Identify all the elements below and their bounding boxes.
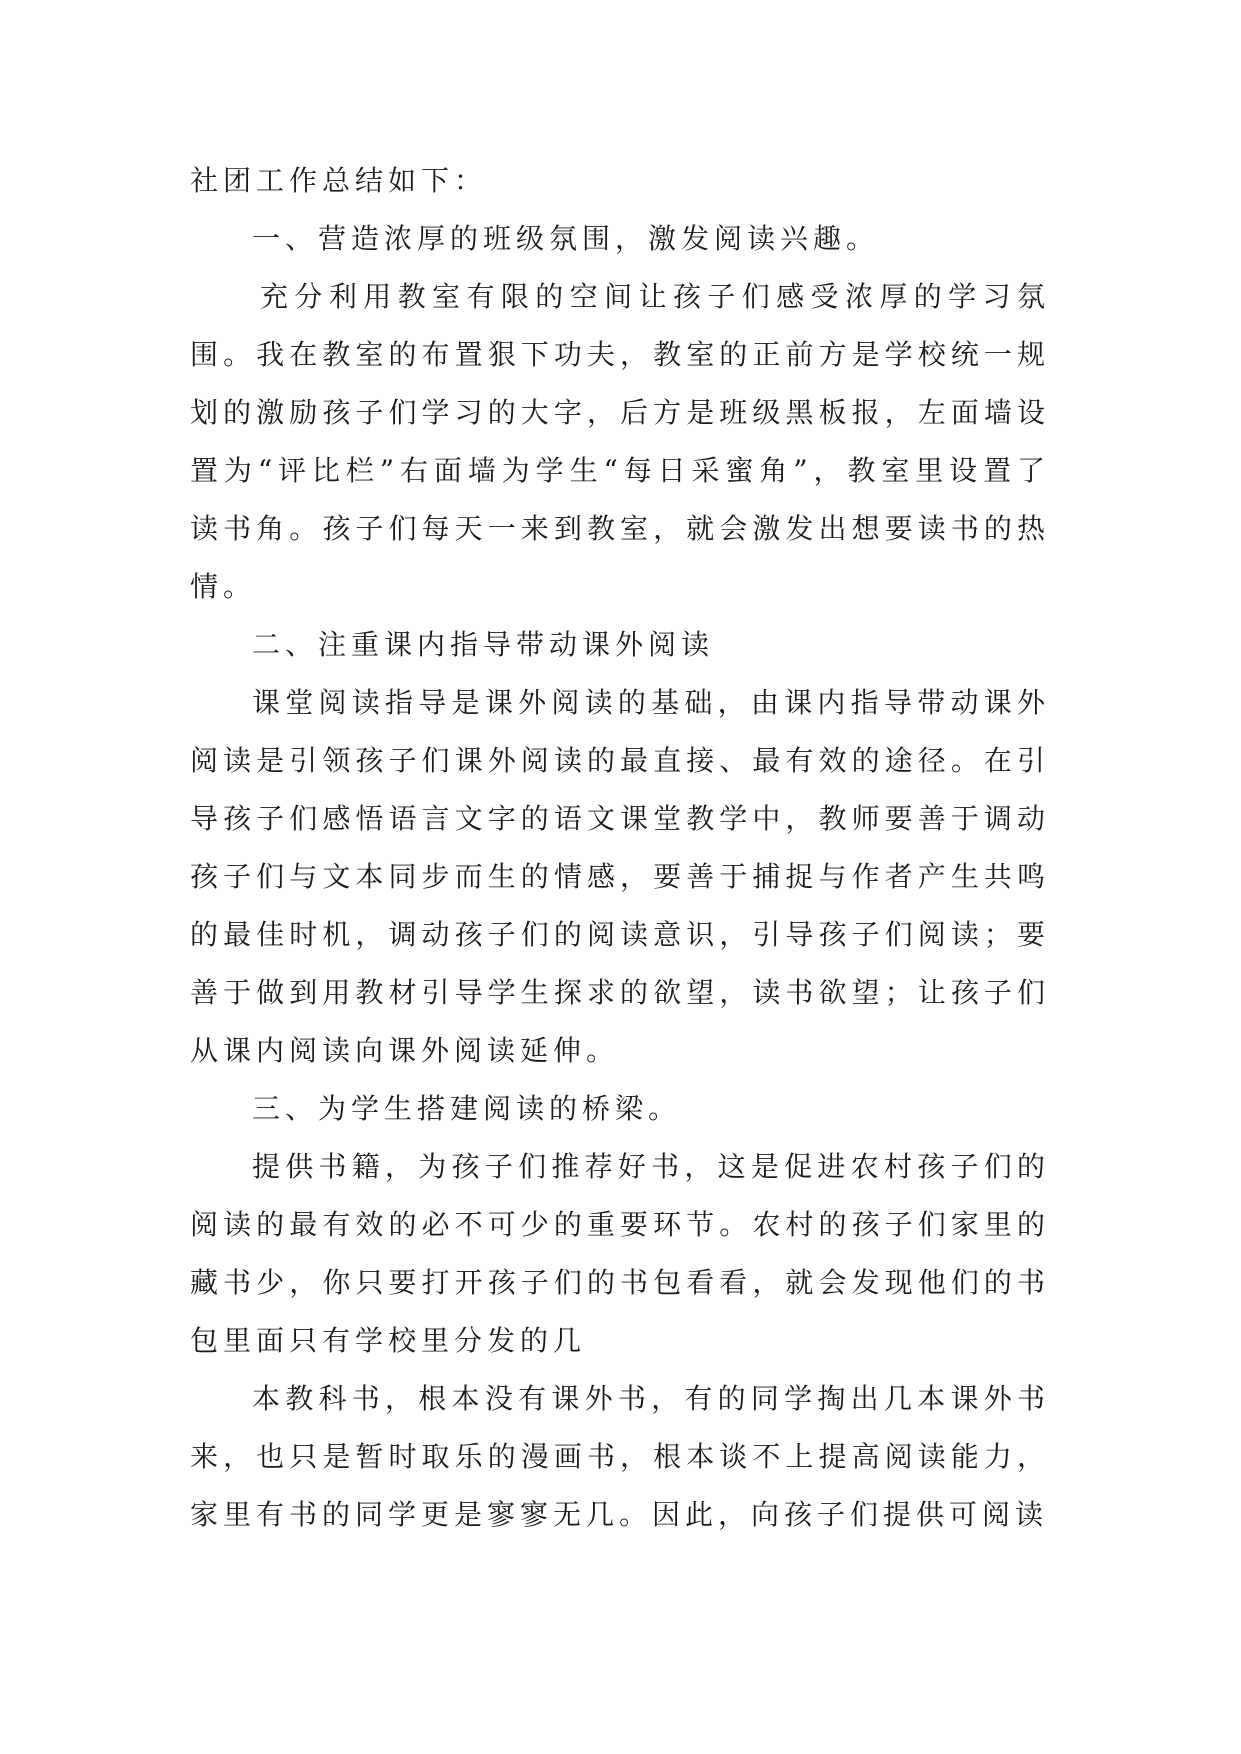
document-body <box>190 152 1050 1544</box>
section-heading-2: 二、注重课内指导带动课外阅读 <box>252 628 715 661</box>
paragraph-1: 充分利用教室有限的空间让孩子们感受浓厚的学习氛围。我在教室的布置狠下功夫，教室的正前方是学校统一规划的激励孩子们学习的大字，后方是班级黑板报，左面墙设置为“评比栏”右面墙为学生“每日采蜜角”，教室里设置了读书角。孩子们每天一来到教室，就会激发出想要读书的热情。 <box>190 280 1050 603</box>
intro-line: 社团工作总结如下： <box>190 164 488 197</box>
section-heading-3: 三、为学生搭建阅读的桥梁。 <box>252 1092 682 1125</box>
paragraph-3: 提供书籍，为孩子们推荐好书，这是促进农村孩子们的阅读的最有效的必不可少的重要环节。农村的孩子们家里的藏书少，你只要打开孩子们的书包看看，就会发现他们的书包里面只有学校里分发的几 <box>190 1150 1050 1357</box>
paragraph-4: 本教科书，根本没有课外书，有的同学掏出几本课外书来，也只是暂时取乐的漫画书，根本谈不上提高阅读能力，家里有书的同学更是寥寥无几。因此，向孩子们提供可阅读 <box>190 1382 1050 1531</box>
section-heading-1: 一、营造浓厚的班级氛围，激发阅读兴趣。 <box>252 222 880 255</box>
paragraph-2: 课堂阅读指导是课外阅读的基础，由课内指导带动课外阅读是引领孩子们课外阅读的最直接、最有效的途径。在引导孩子们感悟语言文字的语文课堂教学中，教师要善于调动孩子们与文本同步而生的情感，要善于捕捉与作者产生共鸣的最佳时机，调动孩子们的阅读意识，引导孩子们阅读；要善于做到用教材引导学生探求的欲望，读书欲望；让孩子们从课内阅读向课外阅读延伸。 <box>190 686 1050 1067</box>
